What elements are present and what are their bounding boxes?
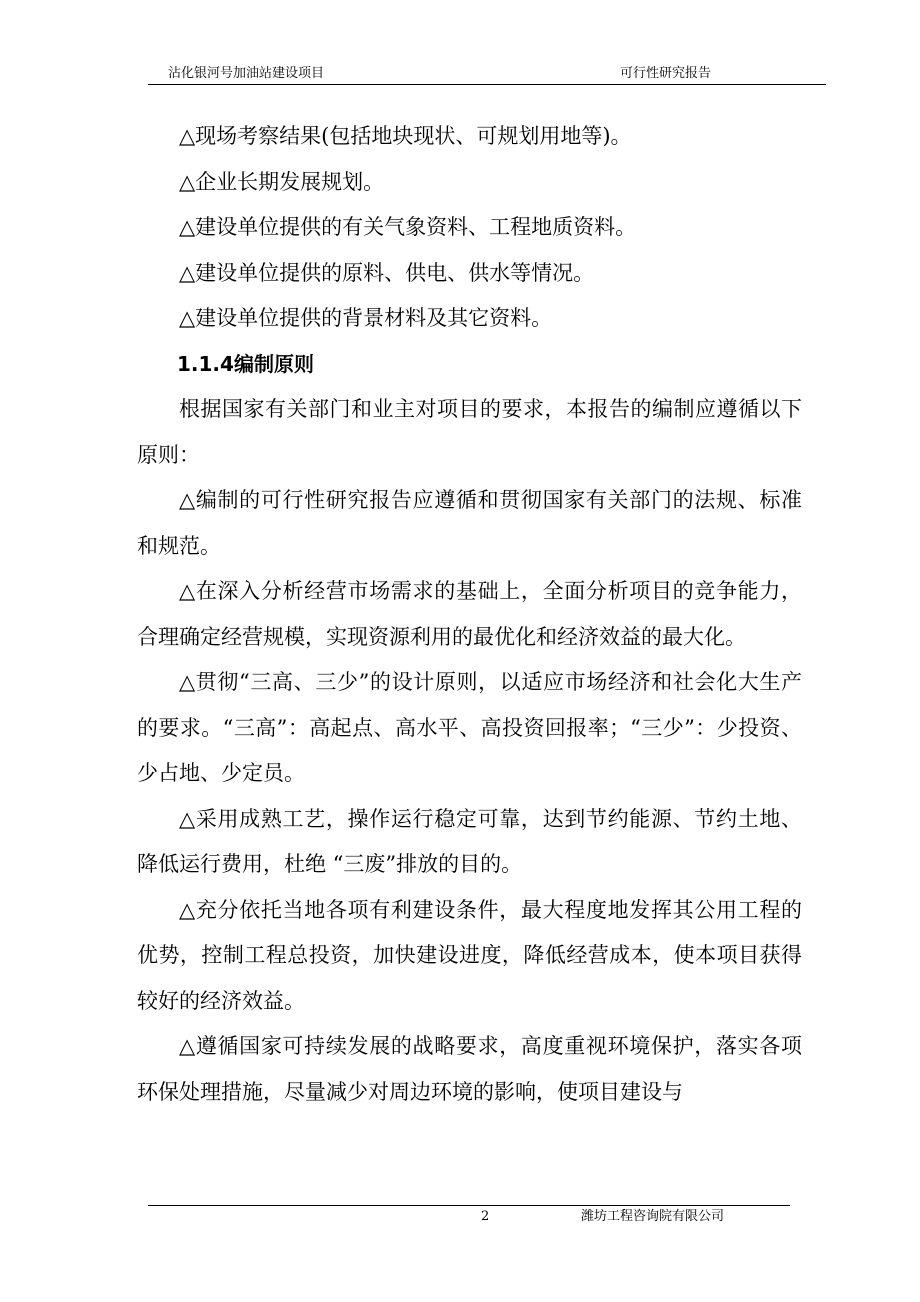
list-item-site-survey: △现场考察结果(包括地块现状、可规划用地等)。 (179, 124, 632, 148)
principle-local-conditions: △充分依托当地各项有利建设条件，最大程度地发挥其公用工程的优势，控制工程总投资，加快建设进度，降低经营成本，使本项目获得较好的经济效益。 (137, 897, 802, 1013)
list-item-background-materials: △建设单位提供的背景材料及其它资料。 (179, 306, 553, 330)
principle-sustainability: △遵循国家可持续发展的战略要求，高度重视环境保护，落实各项环保处理措施，尽量减少对周边环境的影响，使项目建设与 (137, 1034, 802, 1104)
list-item-weather-geology: △建设单位提供的有关气象资料、工程地质资料。 (179, 215, 637, 239)
paragraph-intro: 根据国家有关部门和业主对项目的要求，本报告的编制应遵循以下原则： (137, 397, 802, 467)
header-project-title: 沾化银河号加油站建设项目 (168, 66, 325, 81)
document-body (137, 114, 802, 1115)
principle-market-analysis: △在深入分析经营市场需求的基础上，全面分析项目的竞争能力，合理确定经营规模，实现资源利用的最优化和经济效益的最大化。 (137, 579, 802, 649)
footer-company-name: 潍坊工程咨询院有限公司 (581, 1209, 725, 1224)
principle-regulations: △编制的可行性研究报告应遵循和贯彻国家有关部门的法规、标准和规范。 (137, 488, 802, 558)
principle-three-high-three-low: △贯彻“三高、三少”的设计原则，以适应市场经济和社会化大生产的要求。“三高”：高起点、高水平、高投资回报率；“三少”：少投资、少占地、少定员。 (137, 670, 802, 785)
footer-divider (148, 1205, 790, 1206)
list-item-utilities: △建设单位提供的原料、供电、供水等情况。 (179, 260, 595, 285)
header-divider (148, 84, 826, 85)
list-item-development-plan: △企业长期发展规划。 (179, 169, 385, 194)
header-report-type: 可行性研究报告 (620, 66, 712, 81)
principle-mature-technology: △采用成熟工艺，操作运行稳定可靠，达到节约能源、节约土地、降低运行费用，杜绝 “三废”排放的目的。 (137, 806, 802, 876)
section-heading: 1.1.4编制原则 (177, 351, 314, 376)
page-number: 2 (481, 1209, 490, 1224)
